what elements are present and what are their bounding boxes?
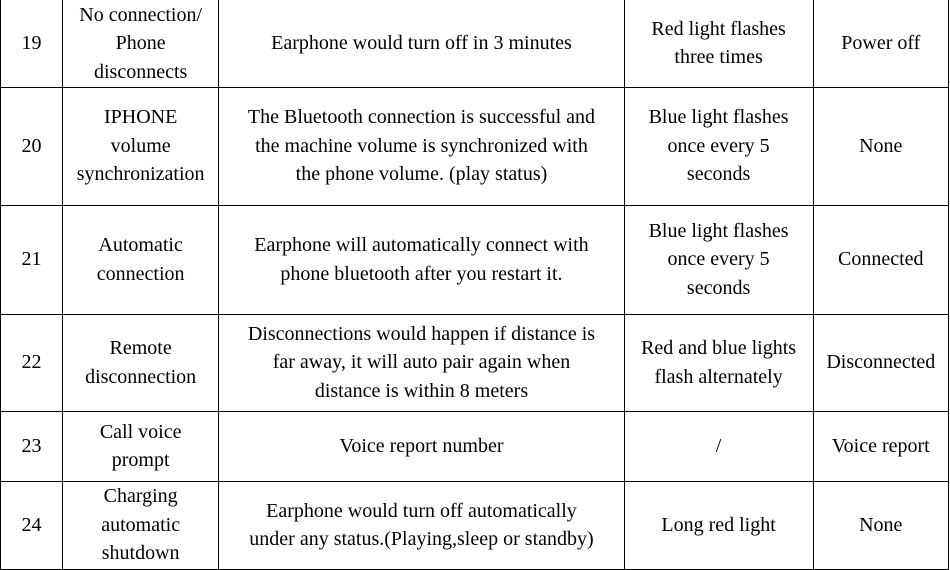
row-number: 23 bbox=[1, 411, 63, 481]
function-description: Earphone would turn off automatically under any status.(Playing,sleep or standby) bbox=[219, 481, 624, 569]
function-name: Charging automatic shutdown bbox=[62, 481, 218, 569]
table-row bbox=[1, 411, 949, 481]
function-description: The Bluetooth connection is successful and the machine volume is synchronized with the phone volume. (play status) bbox=[219, 87, 624, 205]
function-name: Remote disconnection bbox=[62, 314, 218, 411]
row-number: 21 bbox=[1, 205, 63, 314]
indicator-light: / bbox=[624, 411, 813, 481]
indicator-light: Long red light bbox=[624, 481, 813, 569]
function-name: IPHONE volume synchronization bbox=[62, 87, 218, 205]
row-number: 24 bbox=[1, 481, 63, 569]
indicator-light: Blue light flashes once every 5 seconds bbox=[624, 205, 813, 314]
row-number: 22 bbox=[1, 314, 63, 411]
row-number: 19 bbox=[1, 0, 63, 87]
function-description: Earphone would turn off in 3 minutes bbox=[219, 0, 624, 87]
table-row bbox=[1, 481, 949, 569]
function-name: Automatic connection bbox=[62, 205, 218, 314]
function-description: Disconnections would happen if distance is far away, it will auto pair again when distance is within 8 meters bbox=[219, 314, 624, 411]
indicator-light: Red light flashes three times bbox=[624, 0, 813, 87]
function-description: Earphone will automatically connect with phone bluetooth after you restart it. bbox=[219, 205, 624, 314]
table-row bbox=[1, 0, 949, 87]
table-row bbox=[1, 314, 949, 411]
status-result: None bbox=[813, 87, 948, 205]
function-description: Voice report number bbox=[219, 411, 624, 481]
status-result: None bbox=[813, 481, 948, 569]
row-number: 20 bbox=[1, 87, 63, 205]
table-row bbox=[1, 87, 949, 205]
status-result: Disconnected bbox=[813, 314, 948, 411]
status-result: Voice report bbox=[813, 411, 948, 481]
table-row bbox=[1, 205, 949, 314]
status-result: Connected bbox=[813, 205, 948, 314]
indicator-light: Red and blue lights flash alternately bbox=[624, 314, 813, 411]
function-name: Call voice prompt bbox=[62, 411, 218, 481]
function-name: No connection/ Phone disconnects bbox=[62, 0, 218, 87]
indicator-light: Blue light flashes once every 5 seconds bbox=[624, 87, 813, 205]
status-result: Power off bbox=[813, 0, 948, 87]
